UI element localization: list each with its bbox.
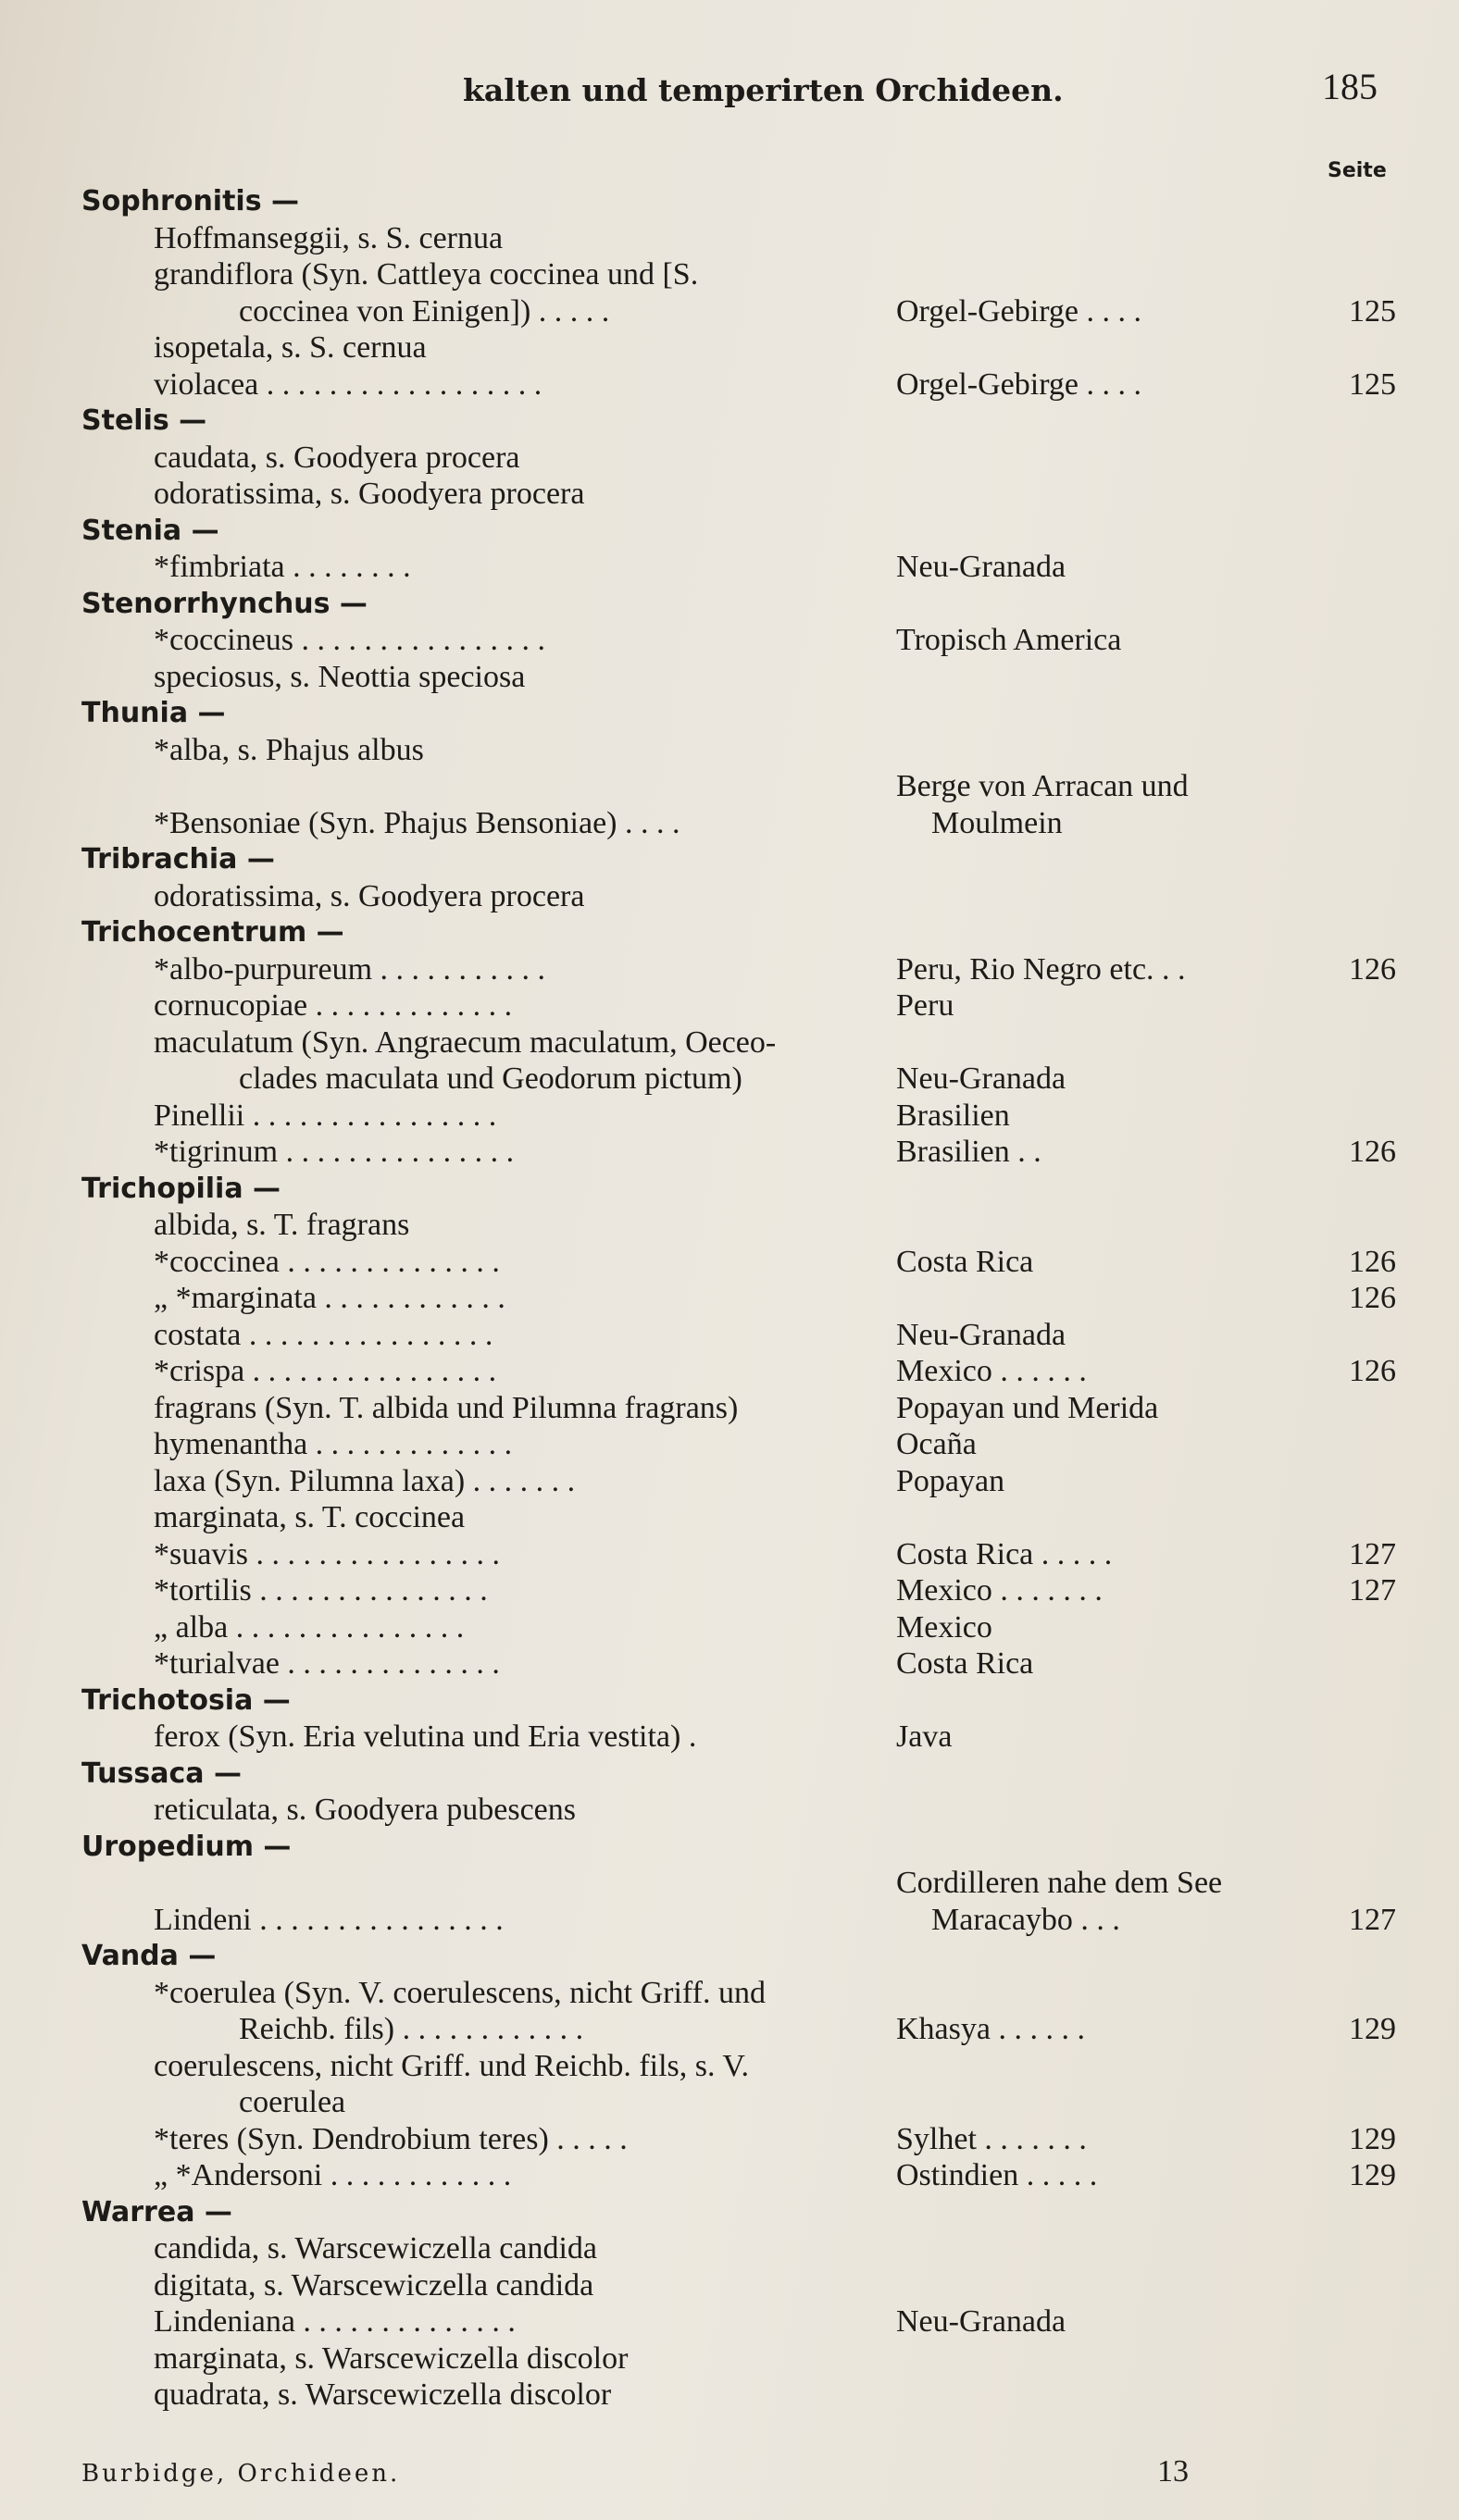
species-name [81, 1792, 896, 1829]
species-row [81, 1134, 1396, 1171]
page-number: 185 [1322, 66, 1378, 107]
species-text: violacea . . . . . . . . . . . . . . . . . . [154, 366, 542, 402]
locality [896, 293, 1285, 330]
locality-text: Cordilleren nahe dem See [896, 1866, 1223, 1900]
species-name [81, 1463, 896, 1500]
page-reference: 129 [1349, 2121, 1396, 2156]
species-row [81, 1536, 1396, 1573]
page-reference: 125 [1349, 293, 1396, 329]
species-name [81, 256, 896, 329]
locality [896, 768, 1285, 841]
page-reference: 125 [1349, 366, 1396, 402]
species-row [81, 2377, 1396, 2414]
species-text: maculatum (Syn. Angraecum maculatum, Oeceo- [154, 1024, 777, 1060]
species-continuation: coccinea von Einigen]) . . . . . [239, 293, 610, 329]
species-row [81, 366, 1396, 403]
locality-text: Tropisch America [896, 623, 1122, 657]
species-row [81, 987, 1396, 1024]
locality [896, 549, 1285, 586]
locality-text: Costa Rica [896, 1646, 1034, 1681]
species-text: speciosus, s. Neottia speciosa [154, 659, 526, 694]
species-row [81, 2230, 1396, 2267]
species-text: quadrata, s. Warscewiczella discolor [154, 2377, 612, 2412]
species-row [81, 1024, 1396, 1098]
locality [896, 1865, 1285, 1938]
genus-heading: Trichopilia — [81, 1172, 281, 1205]
species-text: *alba, s. Phajus albus [154, 732, 424, 767]
species-name [81, 951, 896, 988]
locality-text: Orgel-Gebirge . . . . [896, 293, 1142, 329]
species-row [81, 1280, 1396, 1317]
species-text: coerulescens, nicht Griff. und Reichb. fils, s. V. [154, 2048, 750, 2083]
species-row [81, 1207, 1396, 1244]
locality [896, 1572, 1285, 1609]
species-row [81, 329, 1396, 366]
species-row [81, 1463, 1396, 1500]
species-text: odoratissima, s. Goodyera procera [154, 477, 585, 511]
species-name [81, 1426, 896, 1463]
species-continuation: Reichb. fils) . . . . . . . . . . . . [239, 2012, 584, 2046]
species-name [81, 1645, 896, 1682]
species-text: fragrans (Syn. T. albida und Pilumna fragrans) [154, 1390, 739, 1425]
species-text: ferox (Syn. Eria velutina und Eria vestita) . [154, 1719, 697, 1754]
species-text: grandiflora (Syn. Cattleya coccinea und [S. [154, 257, 699, 292]
species-text: „ *marginata . . . . . . . . . . . . [154, 1281, 505, 1315]
species-text: cornucopiae . . . . . . . . . . . . . [154, 988, 513, 1023]
genus-heading: Sophronitis — [81, 185, 300, 217]
species-row [81, 1572, 1396, 1609]
species-text: *crispa . . . . . . . . . . . . . . . . [154, 1354, 497, 1388]
locality-text: Mexico [896, 1609, 992, 1645]
species-row [81, 659, 1396, 696]
species-text: marginata, s. T. coccinea [154, 1500, 466, 1534]
species-text: costata . . . . . . . . . . . . . . . . [154, 1317, 493, 1352]
species-row [81, 768, 1396, 841]
species-row [81, 1719, 1396, 1756]
species-text: Pinellii . . . . . . . . . . . . . . . . [154, 1098, 497, 1133]
genus-heading: Vanda — [81, 1940, 217, 1972]
signature-mark: 13 [1157, 2454, 1189, 2489]
species-name [81, 2121, 896, 2158]
species-continuation: coerulea [239, 2085, 346, 2119]
species-text: „ alba . . . . . . . . . . . . . . . [154, 1609, 465, 1645]
locality [896, 1098, 1285, 1135]
genus-heading: Tribrachia — [81, 843, 275, 875]
species-name [81, 1975, 896, 2048]
page-reference: 126 [1349, 951, 1396, 987]
genus-heading: Stelis — [81, 404, 207, 437]
species-name [81, 1280, 896, 1317]
species-name [81, 440, 896, 477]
species-text: digitata, s. Warscewiczella candida [154, 2267, 594, 2303]
page-reference: 126 [1349, 1354, 1396, 1388]
species-row [81, 622, 1396, 659]
species-name [81, 2267, 896, 2304]
locality [896, 1390, 1285, 1427]
species-text: isopetala, s. S. cernua [154, 330, 427, 365]
species-row [81, 440, 1396, 477]
species-name [81, 1902, 896, 1939]
locality-text: Java [896, 1719, 953, 1754]
locality-text: Brasilien [896, 1098, 1010, 1133]
locality [896, 951, 1285, 988]
species-row [81, 2157, 1396, 2194]
species-row [81, 1865, 1396, 1938]
species-text: hymenantha . . . . . . . . . . . . . [154, 1427, 513, 1461]
page-reference: 129 [1349, 2012, 1396, 2046]
species-row [81, 2121, 1396, 2158]
species-row [81, 951, 1396, 988]
species-text: *coccinea . . . . . . . . . . . . . . [154, 1244, 500, 1279]
species-name [81, 805, 896, 842]
species-name [81, 1390, 896, 1427]
locality-continuation: Moulmein [931, 805, 1063, 840]
locality [896, 1719, 1285, 1756]
species-continuation: clades maculata und Geodorum pictum) [239, 1061, 742, 1096]
locality [896, 2011, 1285, 2048]
page-reference: 126 [1349, 1244, 1396, 1279]
species-text: odoratissima, s. Goodyera procera [154, 878, 585, 913]
locality-text: Costa Rica . . . . . [896, 1536, 1113, 1571]
species-name [81, 2340, 896, 2377]
species-row [81, 220, 1396, 257]
species-name [81, 1719, 896, 1756]
locality-text: Neu-Granada [896, 1317, 1066, 1352]
species-name [81, 220, 896, 257]
locality-text: Peru, Rio Negro etc. . . [896, 951, 1186, 987]
locality [896, 2157, 1285, 2194]
locality-text: Popayan und Merida [896, 1390, 1159, 1425]
species-name [81, 1207, 896, 1244]
locality-continuation: Maracaybo . . . [931, 1902, 1120, 1937]
footer-author: Burbidge, Orchideen. [81, 2460, 401, 2488]
species-row [81, 1792, 1396, 1829]
genus-heading: Uropedium — [81, 1830, 292, 1863]
species-name [81, 2157, 896, 2194]
genus-heading: Stenorrhynchus — [81, 587, 368, 620]
locality [896, 1317, 1285, 1354]
page-column-label: Seite [1328, 159, 1387, 182]
species-name [81, 366, 896, 403]
species-name [81, 549, 896, 586]
species-row [81, 878, 1396, 915]
locality-text: Berge von Arracan und [896, 769, 1189, 803]
species-row [81, 549, 1396, 586]
running-head: kalten und temperirten Orchideen. [463, 72, 1064, 108]
species-name [81, 1353, 896, 1390]
locality [896, 1463, 1285, 1500]
locality [896, 1645, 1285, 1682]
species-row [81, 2303, 1396, 2340]
page-reference: 129 [1349, 2158, 1396, 2192]
locality [896, 1609, 1285, 1646]
locality-text: Mexico . . . . . . . [896, 1573, 1103, 1608]
locality-text: Peru [896, 988, 954, 1023]
locality [896, 622, 1285, 659]
species-name [81, 622, 896, 659]
species-text: *coccineus . . . . . . . . . . . . . . . . [154, 623, 546, 657]
locality [896, 1353, 1285, 1390]
species-name [81, 1609, 896, 1646]
locality-text: Orgel-Gebirge . . . . [896, 366, 1142, 402]
species-name [81, 1317, 896, 1354]
species-text: Lindeni . . . . . . . . . . . . . . . . [154, 1902, 504, 1937]
species-text: Hoffmanseggii, s. S. cernua [154, 220, 504, 255]
locality [896, 1244, 1285, 1281]
species-row [81, 1609, 1396, 1646]
page-reference: 126 [1349, 1281, 1396, 1315]
locality-text: Neu-Granada [896, 550, 1066, 584]
species-row [81, 1426, 1396, 1463]
species-row [81, 2267, 1396, 2304]
locality [896, 1134, 1285, 1171]
genus-heading: Thunia — [81, 697, 226, 729]
locality-text: Mexico . . . . . . [896, 1354, 1087, 1388]
species-name [81, 1098, 896, 1135]
locality-text: Neu-Granada [896, 2304, 1066, 2339]
locality [896, 1426, 1285, 1463]
species-row [81, 732, 1396, 769]
locality-text: Brasilien . . [896, 1135, 1041, 1169]
species-text: *tortilis . . . . . . . . . . . . . . . [154, 1573, 488, 1608]
species-text: „ *Andersoni . . . . . . . . . . . . [154, 2158, 512, 2192]
species-row [81, 1353, 1396, 1390]
species-text: *Bensoniae (Syn. Phajus Bensoniae) . . . . [154, 805, 680, 840]
page-reference: 127 [1349, 1573, 1396, 1608]
locality [896, 987, 1285, 1024]
species-row [81, 1499, 1396, 1536]
locality [896, 1061, 1285, 1098]
species-name [81, 2377, 896, 2414]
species-text: *turialvae . . . . . . . . . . . . . . [154, 1646, 500, 1681]
locality [896, 2303, 1285, 2340]
locality-text: Ocaña [896, 1427, 977, 1461]
species-name [81, 1024, 896, 1098]
species-name [81, 732, 896, 769]
species-text: caudata, s. Goodyera procera [154, 440, 520, 475]
species-row [81, 1645, 1396, 1682]
species-text: marginata, s. Warscewiczella discolor [154, 2340, 629, 2376]
species-name [81, 987, 896, 1024]
species-text: *teres (Syn. Dendrobium teres) . . . . . [154, 2121, 628, 2156]
species-row [81, 476, 1396, 513]
species-row [81, 2048, 1396, 2121]
locality [896, 1536, 1285, 1573]
species-text: Lindeniana . . . . . . . . . . . . . . [154, 2304, 516, 2339]
species-text: reticulata, s. Goodyera pubescens [154, 1793, 576, 1827]
index-entries [81, 183, 1396, 2414]
species-name [81, 659, 896, 696]
species-text: *coerulea (Syn. V. coerulescens, nicht Griff. und [154, 1975, 766, 2010]
species-row [81, 256, 1396, 329]
locality [896, 366, 1285, 403]
species-name [81, 1244, 896, 1281]
species-text: laxa (Syn. Pilumna laxa) . . . . . . . [154, 1463, 576, 1498]
species-name [81, 329, 896, 366]
species-name [81, 2230, 896, 2267]
genus-heading: Stenia — [81, 514, 219, 547]
locality-text: Popayan [896, 1463, 1005, 1498]
species-name [81, 878, 896, 915]
species-text: *albo-purpureum . . . . . . . . . . . [154, 951, 546, 987]
species-name [81, 1134, 896, 1171]
locality-text: Ostindien . . . . . [896, 2158, 1098, 2192]
genus-heading: Tussaca — [81, 1757, 242, 1790]
species-text: *fimbriata . . . . . . . . [154, 550, 411, 584]
species-text: albida, s. T. fragrans [154, 1208, 410, 1242]
species-row [81, 2340, 1396, 2377]
species-text: *suavis . . . . . . . . . . . . . . . . [154, 1536, 500, 1571]
page-reference: 127 [1349, 1902, 1396, 1937]
species-name [81, 476, 896, 513]
page-reference: 126 [1349, 1135, 1396, 1169]
species-row [81, 1390, 1396, 1427]
species-name [81, 2303, 896, 2340]
species-text: *tigrinum . . . . . . . . . . . . . . . [154, 1135, 515, 1169]
page-reference: 127 [1349, 1536, 1396, 1571]
genus-heading: Warrea — [81, 2195, 232, 2228]
species-name [81, 1499, 896, 1536]
locality-text: Sylhet . . . . . . . [896, 2121, 1087, 2156]
species-row [81, 1098, 1396, 1135]
species-row [81, 1244, 1396, 1281]
locality [896, 2121, 1285, 2158]
species-name [81, 1572, 896, 1609]
genus-heading: Trichotosia — [81, 1683, 291, 1717]
species-name [81, 2048, 896, 2121]
species-name [81, 1536, 896, 1573]
species-text: candida, s. Warscewiczella candida [154, 2231, 598, 2266]
locality-text: Neu-Granada [896, 1061, 1066, 1096]
genus-heading: Trichocentrum — [81, 916, 344, 949]
species-row [81, 1975, 1396, 2048]
locality-text: Costa Rica [896, 1244, 1034, 1279]
species-row [81, 1317, 1396, 1354]
locality-text: Khasya . . . . . . [896, 2012, 1085, 2046]
